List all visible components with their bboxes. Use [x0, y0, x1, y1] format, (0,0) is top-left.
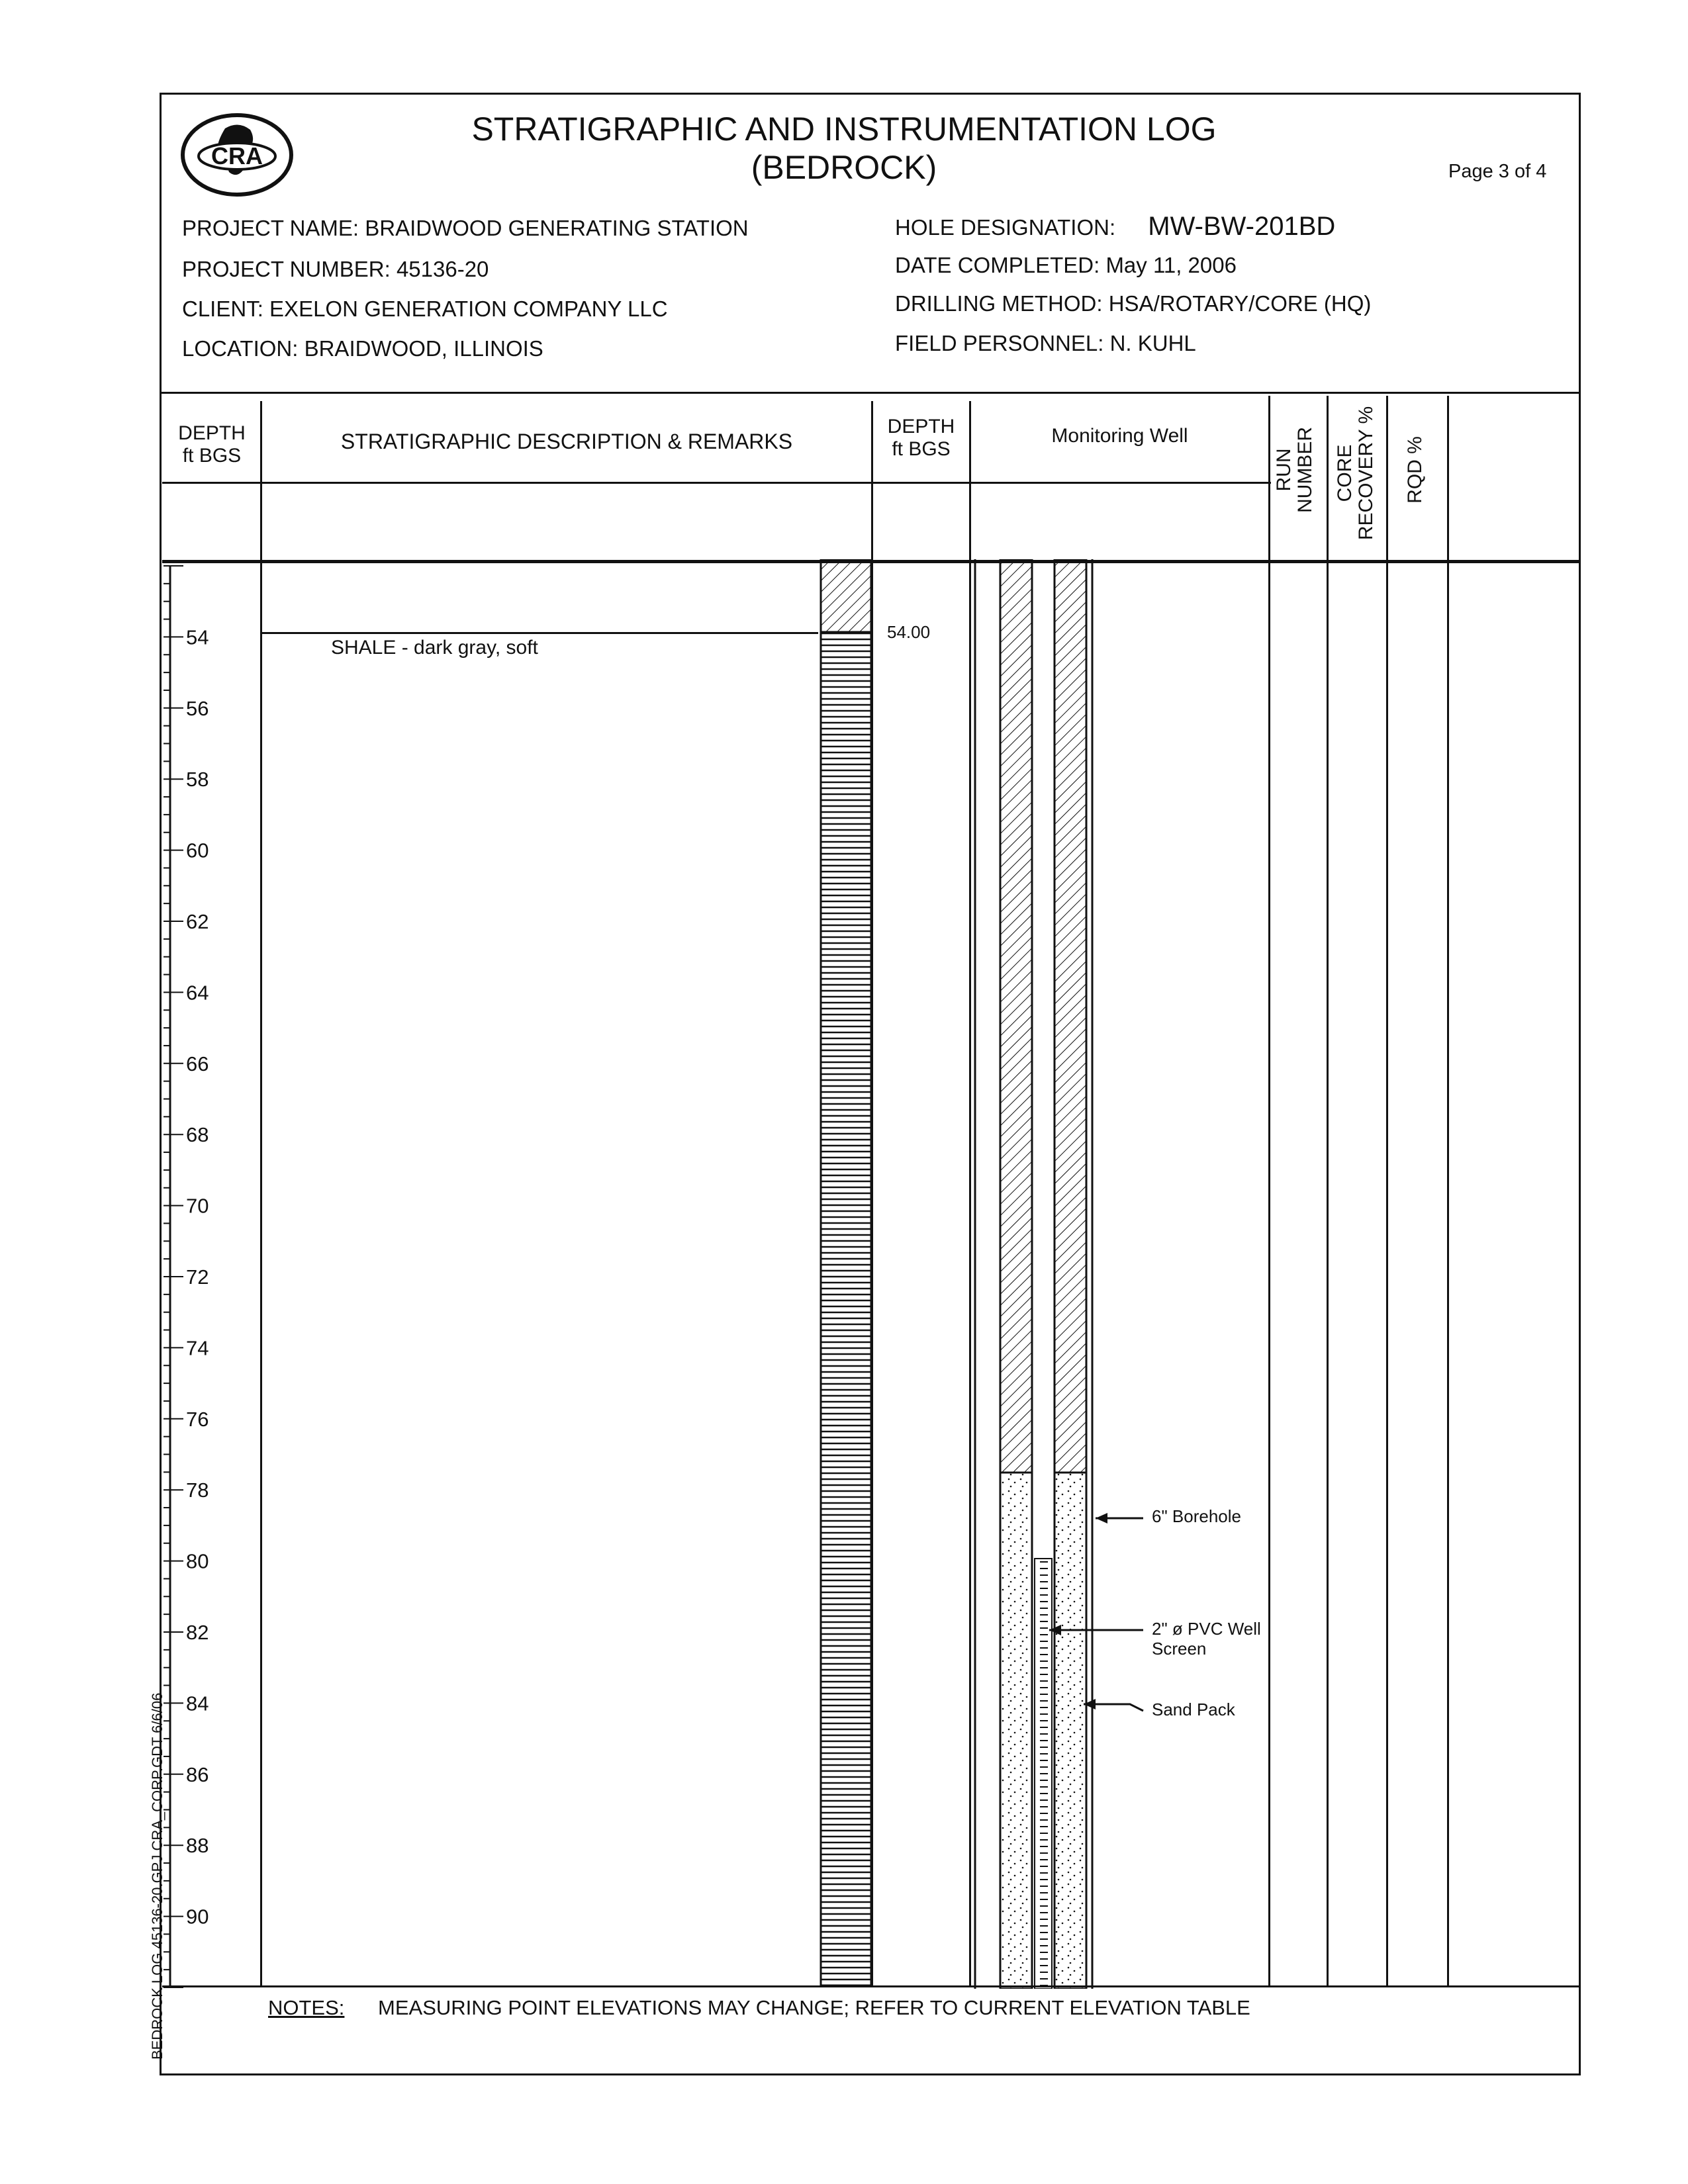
location-label: LOCATION:: [182, 336, 299, 361]
client-value: EXELON GENERATION COMPANY LLC: [269, 296, 668, 321]
log-title-line1: STRATIGRAPHIC AND INSTRUMENTATION LOG: [471, 111, 1217, 148]
description-column-header: STRATIGRAPHIC DESCRIPTION & REMARKS: [340, 430, 793, 453]
page-number: Page 3 of 4: [1448, 161, 1547, 182]
run-number-line1: RUN: [1273, 448, 1295, 492]
screen-label-line2: Screen: [1152, 1639, 1207, 1659]
depth-label-78: 78: [186, 1479, 209, 1502]
depth-label-84: 84: [186, 1692, 209, 1715]
depth-label-68: 68: [186, 1123, 209, 1147]
rqd-header-text: RQD %: [1404, 436, 1426, 504]
header-divider: [160, 392, 1581, 394]
strata-boundary-line: [262, 632, 818, 634]
well-diagram: [971, 559, 1268, 1989]
field-personnel-row: [895, 331, 1196, 356]
screen-label-line1: 2" ø PVC Well: [1152, 1619, 1261, 1639]
hole-designation-row: [895, 212, 1335, 242]
notes-label: NOTES:: [268, 1996, 345, 2019]
depth-label-60: 60: [186, 839, 209, 862]
depth-label-54: 54: [186, 625, 209, 649]
body-bottom-line: [162, 1985, 1581, 1987]
depth-label-74: 74: [186, 1336, 209, 1360]
sand-pack-left: [1000, 1473, 1032, 1989]
well-screen: [1035, 1559, 1052, 1989]
date-completed-label: DATE COMPLETED:: [895, 253, 1100, 277]
monitoring-well-header: Monitoring Well: [1051, 425, 1188, 447]
location-value: BRAIDWOOD, ILLINOIS: [304, 336, 543, 361]
drilling-method-label: DRILLING METHOD:: [895, 291, 1103, 316]
project-name-row: [182, 216, 749, 241]
cra-logo-graphic: [177, 109, 297, 201]
client-row: [182, 296, 668, 322]
run-number-header: [1274, 410, 1316, 529]
col-divider-run: [1327, 396, 1329, 1985]
core-recovery-header: [1335, 397, 1377, 549]
depth-label-62: 62: [186, 910, 209, 933]
depth-label-58: 58: [186, 768, 209, 792]
field-personnel-value: N. KUHL: [1109, 331, 1196, 355]
depth-column-header: [164, 422, 260, 467]
sand-pack-right: [1055, 1473, 1086, 1989]
drilling-method-value: HSA/ROTARY/CORE (HQ): [1108, 291, 1372, 316]
col-divider-rqd: [1447, 396, 1449, 1985]
depth-label-56: 56: [186, 696, 209, 720]
borehole-arrowhead: [1096, 1513, 1107, 1524]
rqd-header: [1405, 430, 1426, 510]
borehole-label: 6" Borehole: [1152, 1506, 1241, 1526]
date-completed-value: May 11, 2006: [1105, 253, 1237, 277]
project-name-value: BRAIDWOOD GENERATING STATION: [365, 216, 749, 240]
depth2-header-line1: DEPTH: [887, 416, 955, 437]
core-recovery-line1: CORE: [1334, 444, 1356, 502]
core-recovery-line2: RECOVERY %: [1355, 406, 1377, 541]
notes-row: [268, 1996, 1250, 2020]
depth-header-line2: ft BGS: [182, 445, 242, 467]
grout-left: [1000, 559, 1032, 1473]
hole-designation-value: MW-BW-201BD: [1148, 212, 1336, 241]
project-name-label: PROJECT NAME:: [182, 216, 359, 240]
depth-label-66: 66: [186, 1052, 209, 1075]
project-number-row: [182, 257, 489, 282]
column-header-bottom: [162, 482, 1271, 484]
depth-label-64: 64: [186, 981, 209, 1005]
depth-label-90: 90: [186, 1905, 209, 1929]
depth-label-72: 72: [186, 1265, 209, 1289]
log-title-line2: (BEDROCK): [751, 149, 937, 186]
depth-header-line1: DEPTH: [178, 422, 246, 444]
col-divider-core: [1386, 396, 1388, 1985]
project-number-value: 45136-20: [396, 257, 489, 281]
overburden-hatch: [821, 559, 871, 632]
notes-text: MEASURING POINT ELEVATIONS MAY CHANGE; REFER TO CURRENT ELEVATION TABLE: [378, 1996, 1250, 2019]
depth-label-86: 86: [186, 1762, 209, 1786]
project-number-label: PROJECT NUMBER:: [182, 257, 391, 281]
depth-label-70: 70: [186, 1194, 209, 1218]
shale-pattern: [821, 632, 871, 1985]
sand-pack-label: Sand Pack: [1152, 1700, 1235, 1719]
run-number-line2: NUMBER: [1294, 427, 1316, 514]
depth-label-80: 80: [186, 1549, 209, 1573]
depth-scale: [160, 556, 265, 1992]
strata-description: SHALE - dark gray, soft: [331, 637, 538, 659]
lithology-column: [820, 559, 872, 1989]
depth-label-88: 88: [186, 1834, 209, 1858]
depth2-header-line2: ft BGS: [892, 438, 951, 460]
strata-depth-label: 54.00: [887, 622, 931, 642]
cra-logo: [177, 109, 297, 201]
location-row: [182, 336, 543, 361]
client-label: CLIENT:: [182, 296, 263, 321]
depth2-column-header: [873, 416, 969, 461]
depth-label-76: 76: [186, 1407, 209, 1431]
field-personnel-label: FIELD PERSONNEL:: [895, 331, 1104, 355]
col-divider-well: [1268, 396, 1270, 1985]
depth-label-82: 82: [186, 1621, 209, 1644]
date-completed-row: [895, 253, 1237, 278]
grout-right: [1055, 559, 1086, 1473]
screen-label: [1152, 1619, 1261, 1659]
log-title: [397, 110, 1291, 187]
cra-logo-text: CRA: [211, 142, 263, 169]
hole-designation-label: HOLE DESIGNATION:: [895, 215, 1116, 240]
drilling-method-row: [895, 291, 1371, 316]
sidebar-footer-text: BEDROCK LOG 45136-20.GPJ CRA_CORP.GDT 6/6/06: [149, 1692, 165, 2060]
